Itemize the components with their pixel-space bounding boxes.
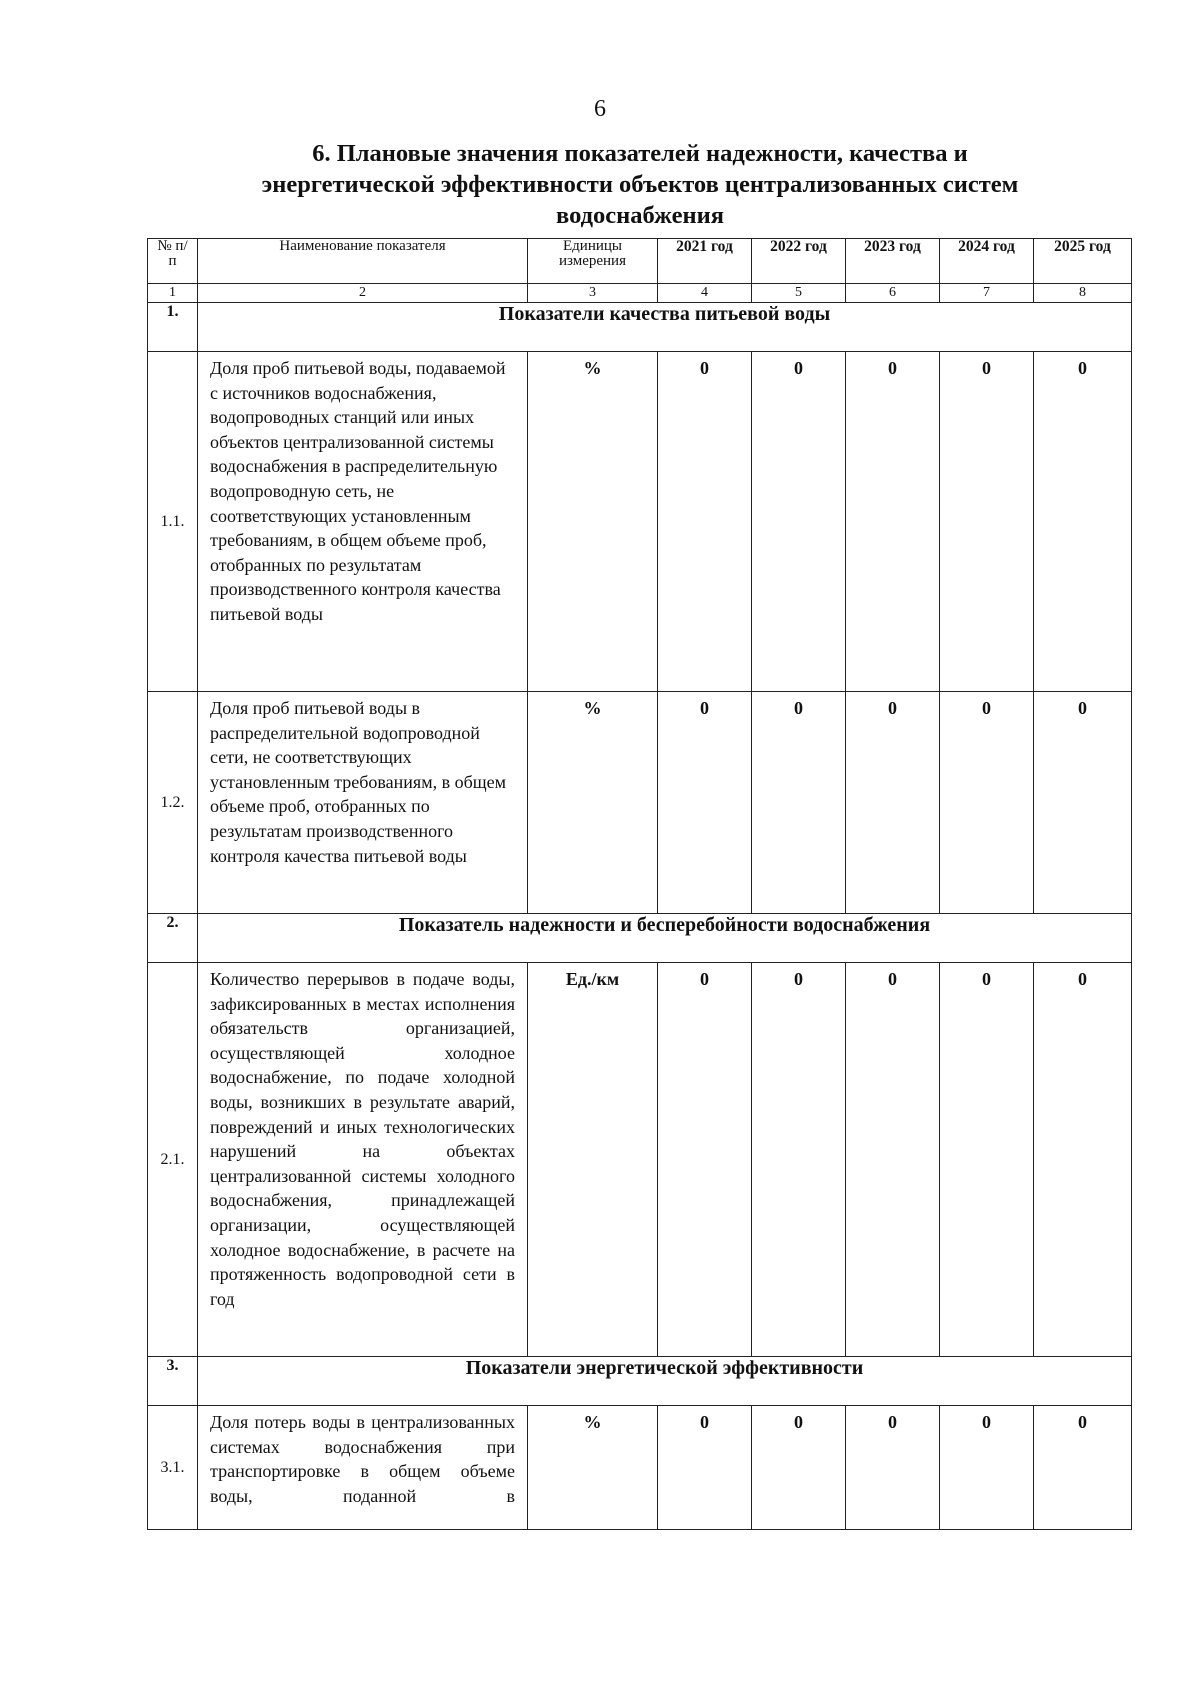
header-name: Наименование показателя bbox=[198, 239, 528, 284]
value-2024: 0 bbox=[940, 1406, 1034, 1530]
table-row bbox=[148, 352, 1132, 692]
page-number: 6 bbox=[594, 96, 606, 122]
value-2021: 0 bbox=[658, 1406, 752, 1530]
header-year-2024: 2024 год bbox=[940, 239, 1034, 284]
item-unit: % bbox=[528, 1406, 658, 1530]
title-line-3: водоснабжения bbox=[556, 202, 724, 229]
value-2022: 0 bbox=[752, 352, 846, 692]
section-row bbox=[148, 1357, 1132, 1406]
value-2024: 0 bbox=[940, 352, 1034, 692]
column-number: 6 bbox=[846, 284, 940, 303]
column-number: 7 bbox=[940, 284, 1034, 303]
column-numbers-row bbox=[148, 284, 1132, 303]
value-2022: 0 bbox=[752, 1406, 846, 1530]
column-number: 1 bbox=[148, 284, 198, 303]
item-name: Доля проб питьевой воды, подаваемой с источников водоснабжения, водопроводных станций или иных объектов централизованной системы водоснабжения в распределительную водопроводную сеть, не соответствующих установленным требованиям, в общем объеме проб, отобранных по результатам производственного контроля качества питьевой воды bbox=[198, 352, 528, 692]
table-header-row bbox=[148, 239, 1132, 284]
header-num: № п/п bbox=[148, 239, 198, 284]
section-number: 3. bbox=[148, 1357, 198, 1406]
value-2021: 0 bbox=[658, 963, 752, 1357]
item-unit: % bbox=[528, 692, 658, 914]
item-name: Доля потерь воды в централизованных системах водоснабжения при транспортировке в общем объеме воды, поданной в bbox=[198, 1406, 528, 1530]
item-number: 3.1. bbox=[148, 1406, 198, 1530]
item-unit: % bbox=[528, 352, 658, 692]
value-2021: 0 bbox=[658, 692, 752, 914]
value-2021: 0 bbox=[658, 352, 752, 692]
column-number: 8 bbox=[1034, 284, 1132, 303]
value-2023: 0 bbox=[846, 963, 940, 1357]
item-number: 1.2. bbox=[148, 692, 198, 914]
value-2025: 0 bbox=[1034, 1406, 1132, 1530]
value-2024: 0 bbox=[940, 963, 1034, 1357]
value-2023: 0 bbox=[846, 692, 940, 914]
section-number: 2. bbox=[148, 914, 198, 963]
section-row bbox=[148, 914, 1132, 963]
value-2022: 0 bbox=[752, 963, 846, 1357]
header-unit: Единицы измерения bbox=[528, 239, 658, 284]
column-number: 4 bbox=[658, 284, 752, 303]
value-2023: 0 bbox=[846, 1406, 940, 1530]
column-number: 5 bbox=[752, 284, 846, 303]
value-2025: 0 bbox=[1034, 963, 1132, 1357]
item-name: Доля проб питьевой воды в распределительной водопроводной сети, не соответствующих установленным требованиям, в общем объеме проб, отобранных по результатам производственного контроля качества питьевой воды bbox=[198, 692, 528, 914]
section-row bbox=[148, 303, 1132, 352]
column-number: 2 bbox=[198, 284, 528, 303]
value-2024: 0 bbox=[940, 692, 1034, 914]
title-line-1: 6. Плановые значения показателей надежности, качества и bbox=[312, 140, 968, 167]
item-name: Количество перерывов в подаче воды, зафиксированных в местах исполнения обязательств организацией, осуществляющей холодное водоснабжение, по подаче холодной воды, возникших в результате аварий, повреждений и иных технологических нарушений на объектах централизованной системы холодного водоснабжения, принадлежащей организации, осуществляющей холодное водоснабжение, в расчете на протяженность водопроводной сети в год bbox=[198, 963, 528, 1357]
header-year-2022: 2022 год bbox=[752, 239, 846, 284]
column-number: 3 bbox=[528, 284, 658, 303]
section-title: Показатели энергетической эффективности bbox=[198, 1357, 1132, 1406]
section-number: 1. bbox=[148, 303, 198, 352]
value-2023: 0 bbox=[846, 352, 940, 692]
header-year-2025: 2025 год bbox=[1034, 239, 1132, 284]
value-2025: 0 bbox=[1034, 692, 1132, 914]
item-unit: Ед./км bbox=[528, 963, 658, 1357]
item-number: 1.1. bbox=[148, 352, 198, 692]
indicators-table bbox=[147, 238, 1132, 1530]
section-title: Показатели качества питьевой воды bbox=[198, 303, 1132, 352]
document-title bbox=[190, 138, 1090, 231]
value-2025: 0 bbox=[1034, 352, 1132, 692]
value-2022: 0 bbox=[752, 692, 846, 914]
table-row bbox=[148, 1406, 1132, 1530]
item-number: 2.1. bbox=[148, 963, 198, 1357]
title-line-2: энергетической эффективности объектов централизованных систем bbox=[261, 171, 1019, 198]
header-year-2023: 2023 год bbox=[846, 239, 940, 284]
table-row bbox=[148, 692, 1132, 914]
header-year-2021: 2021 год bbox=[658, 239, 752, 284]
section-title: Показатель надежности и бесперебойности водоснабжения bbox=[198, 914, 1132, 963]
table-row bbox=[148, 963, 1132, 1357]
